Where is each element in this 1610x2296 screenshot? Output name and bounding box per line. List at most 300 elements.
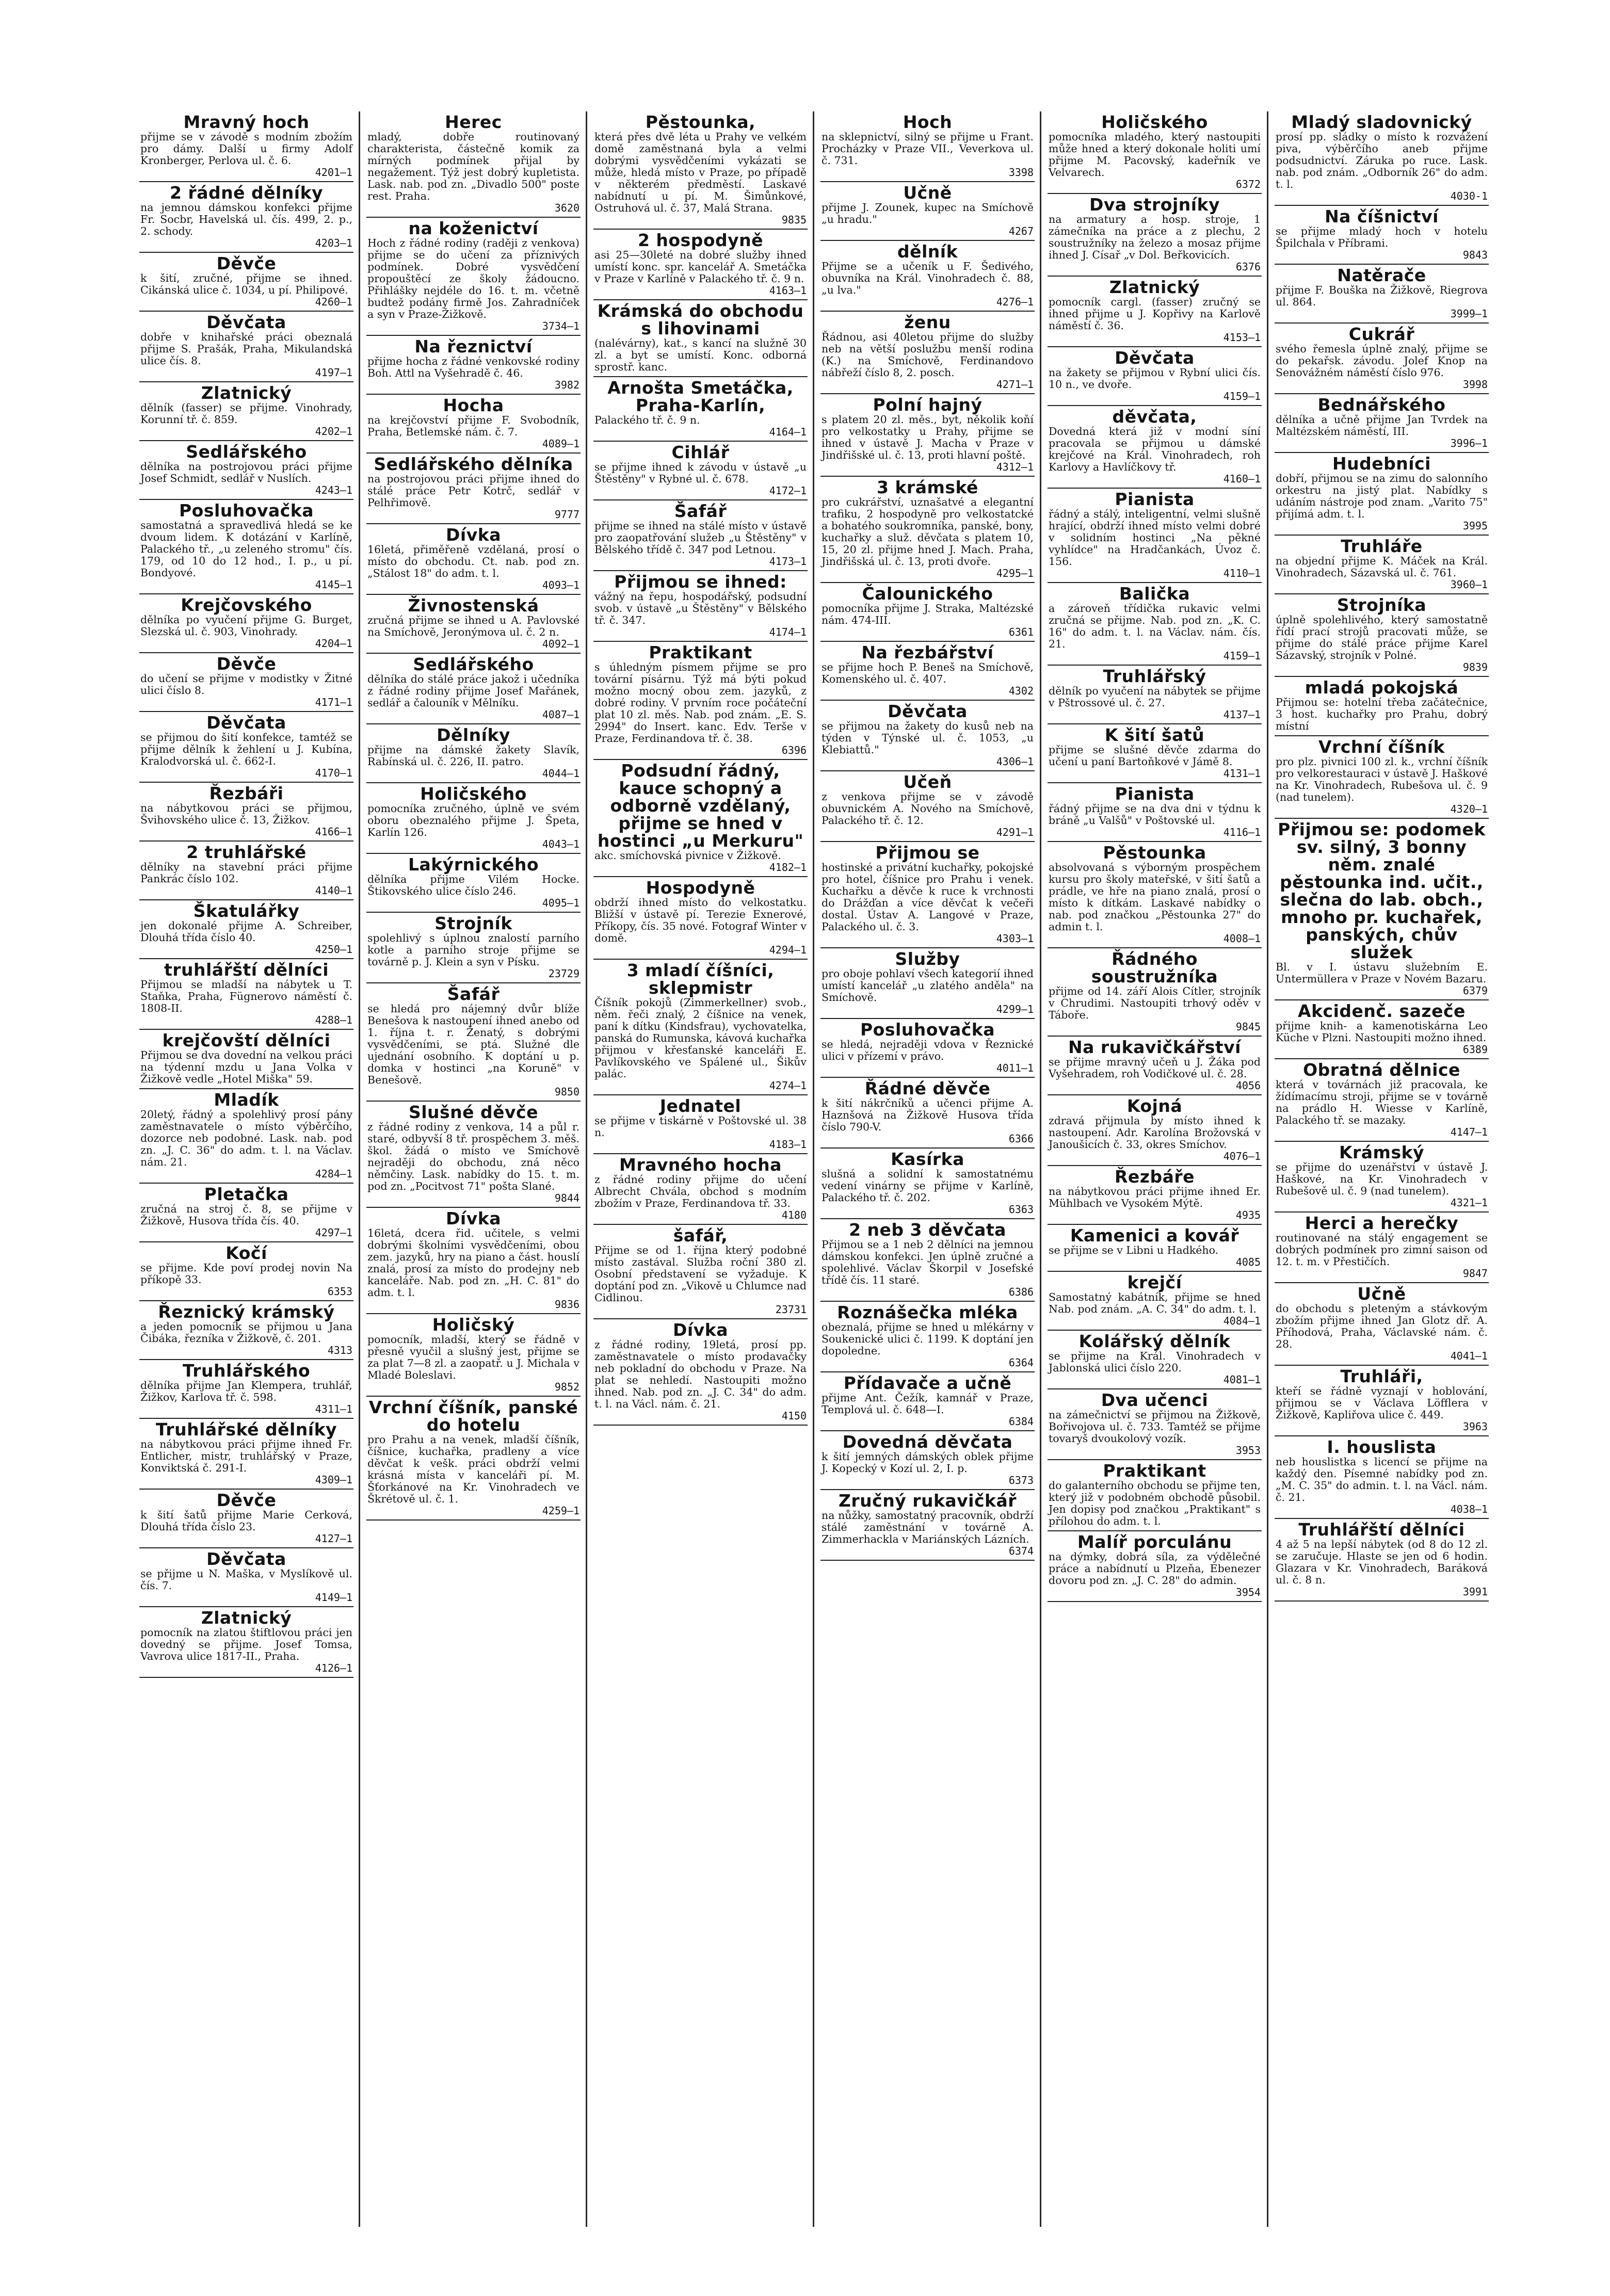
- classified-ad: [1048, 489, 1262, 583]
- ad-text: s platem 20 zl. měs., byt, několik koňí pro velkostatky u Prahy, přijme se ihned v ústavě J. Macha v Praze v Jindřišské ul. č. 13, proti hlavní poště.: [822, 413, 1034, 461]
- ad-heading: Krámská do obchodu s lihovinami: [597, 301, 804, 338]
- ad-code: 4260—1: [315, 296, 352, 308]
- ad-text: zručná přijme se ihned u A. Pavlovské na Smíchově, Jeronýmova ul. č. 2 n.: [367, 614, 579, 638]
- ad-heading: Mravný hoch: [183, 112, 310, 132]
- ad-heading: Hudebníci: [1332, 454, 1431, 474]
- ad-code: 23729: [548, 967, 579, 980]
- column-rule: [1267, 111, 1268, 2227]
- classified-ad: [1048, 1095, 1262, 1166]
- ad-heading: Na řezbářství: [861, 642, 994, 662]
- classified-ad: [820, 1149, 1035, 1219]
- ad-text: na objední přijme K. Máček na Král. Vinohradech, Sázavská ul. č. 761.: [1276, 555, 1488, 579]
- ad-heading: Truhlářští dělníci: [1298, 1519, 1465, 1540]
- ad-code: 4294—1: [769, 944, 807, 956]
- ad-heading: Řádné děvče: [864, 1078, 991, 1098]
- ad-code: 6376: [1235, 261, 1261, 273]
- ad-text: pro cukrářství, uznašatvé a elegantní trafiku, 2 hospodyně pro velkostatcké a bohatého soukromníka, panské, bony, kuchařky a služ. děvčata s platem 10, 15, 20 zl. přijme hned J. Mach. Praha, Jindřišská ul. č. 13, proti dvoře.: [822, 496, 1034, 568]
- classified-ad: [820, 241, 1035, 312]
- ad-text: obeznalá, přijme se hned u mlékárny v Soukenické ulici č. 1199. K doptání jen dopoledne.: [822, 1321, 1034, 1357]
- ad-text: pro Prahu a na venek, mladší číšník, číšnice, kuchařka, pradleny a více děvčat k vešk. práci obdrží velmi krásná místa v kanceláři pí. M. Šťorkánové na Kr. Vinohradech ve Škrétově ul. č. 1.: [367, 1433, 579, 1505]
- ad-text: která v továrnách již pracovala, ke žídímacímu stroji, přijme se v továrně na prádlo H. Wiesse v Karlíně, Palackého tř. se mazaky.: [1276, 1078, 1488, 1126]
- classified-ad: [1275, 536, 1489, 594]
- ad-code: 4044—1: [542, 767, 579, 780]
- ad-text: úplně spolehlivého, který samostatně řídí prací strojů pracovati může, se přijme do stálé práce přijme Karel Sázavský, strojník v Polné.: [1276, 613, 1488, 661]
- column-5: [1048, 111, 1262, 2227]
- ad-text: na zámečnictví se přijmou na Žižkově, Bořivojova ul. č. 733. Tamtéž se přijme tovaryš dvoukolový vozík.: [1049, 1409, 1261, 1445]
- classified-ad: [1275, 111, 1489, 206]
- ad-text: Přijmou se dva dovední na velkou práci na týdenní mzdu u Jana Volka v Žižkově vedle „Hotel Miška" 59.: [140, 1049, 352, 1085]
- ad-text: přijme se slušné děvče zdarma do učení u paní Bartoňkové v Jámě 8.: [1049, 743, 1261, 768]
- ad-text: dělníka na postrojovou práci přijme Josef Schmidt, sedlář v Nuslích.: [140, 460, 352, 484]
- classified-ad: [139, 1301, 353, 1360]
- classified-ad: [366, 654, 581, 724]
- classified-ad: [139, 1089, 353, 1184]
- ad-text: dobří, přijmou se na zimu do salonního orkestru na jistý plat. Nabídky s udáním nástroje pod znam. „Varito 75" přijímá adm. t. l.: [1276, 472, 1488, 520]
- ad-code: 6379: [1462, 984, 1488, 997]
- ad-text: k šití nákrčníků a učenci přijme A. Haznšová na Žižkově Husova třída číslo 790-V.: [822, 1097, 1034, 1133]
- ad-text: přijme od 14. září Alois Cítler, strojník v Chrudimi. Nastoupiti trhový oděv v Táboře.: [1049, 985, 1261, 1021]
- ad-code: 4202—1: [315, 425, 352, 438]
- classified-ad: [139, 653, 353, 712]
- ad-text: z řádné rodiny z venkova, 14 a půl r. staré, odbyvší 8 tř. prospěchem 3. měš. škol. žádá o místo ve Smíchově nejraději do obchodu, zná něco němčiny. Lask. nabídky do 15. t. m. pod zn. „Pocitvost 71" pošta Slané.: [367, 1121, 579, 1192]
- ad-text: na nábytkovou práci přijme ihned Er. Mühlbach ve Vysokém Mýtě.: [1049, 1185, 1261, 1209]
- ad-heading: Kojná: [1126, 1096, 1183, 1116]
- ad-heading: Kolářský dělník: [1078, 1331, 1231, 1351]
- classified-ad: [1275, 394, 1489, 453]
- ad-code: 6374: [1008, 1545, 1034, 1557]
- ad-heading: Praktikant: [649, 642, 752, 662]
- ad-text: pomocníka přijme J. Straka, Maltézské nám. 474-III.: [822, 602, 1034, 626]
- ad-heading: Praktikant: [1103, 1461, 1206, 1481]
- ad-heading: Děvčata: [1115, 348, 1195, 368]
- ad-text: se přijmou do šití konfekce, tamtéž se přijme dělník k žehlení u J. Kubína, Kralodvorská ul. č. 662-I.: [140, 731, 352, 767]
- ad-text: na armatury a hosp. stroje, 1 zámečníka na práce a z plechu, 2 soustružníky na železo a mosaz přijme ihned J. Císař „v Dol. Beřkovicích.: [1049, 213, 1261, 261]
- ad-code: 4321—1: [1450, 1196, 1488, 1209]
- ad-code: 23731: [775, 1303, 807, 1316]
- ad-code: 3398: [1008, 166, 1034, 179]
- ad-heading: dělník: [897, 241, 958, 262]
- ad-heading: Děvčata: [888, 701, 968, 721]
- ad-code: 4288—1: [315, 1014, 352, 1026]
- ad-heading: ženu: [904, 312, 951, 332]
- ad-heading: Krámský: [1339, 1142, 1425, 1162]
- classified-ad: [1275, 1519, 1489, 1602]
- ad-text: k šití, zručné, přijme se ihned. Cikánská ulice č. 1034, u pí. Philipové.: [140, 272, 352, 296]
- column-2: [366, 111, 581, 2227]
- classified-ad: [366, 336, 581, 395]
- ad-text: slušná a solidní k samostatnému vedení vinárny se přijme v Karlíně, Palackého tř. č. 202.: [822, 1168, 1034, 1204]
- classified-ad: [593, 1154, 808, 1225]
- ad-heading: Přijmou se ihned:: [614, 572, 787, 592]
- classified-ad: [366, 1102, 581, 1208]
- ad-text: která přes dvě léta u Prahy ve velkém domě zaměstnaná byla a velmi dobrými vysvědčeními vykázati se může, hledá místo v Praze, po případě v některém předměstí. Laskavé nabídnutí u pí. M. Šimůnkové, Ostruhová ul. č. 37, Malá Strana.: [594, 131, 807, 214]
- ad-heading: Arnošta Smetáčka, Praha-Karlín,: [607, 378, 794, 415]
- ad-heading: Kamenici a kovář: [1070, 1225, 1239, 1246]
- ad-code: 4095—1: [542, 897, 579, 909]
- classified-ad: [593, 111, 808, 230]
- ad-heading: Roznášečka mléka: [837, 1302, 1018, 1322]
- classified-ad: [593, 1095, 808, 1154]
- ad-code: 4041—1: [1450, 1350, 1488, 1362]
- ad-code: 4145—1: [315, 578, 352, 591]
- ad-code: 4159—1: [1223, 390, 1261, 402]
- ad-code: 4126—1: [315, 1662, 352, 1674]
- ad-code: 9844: [554, 1192, 579, 1204]
- ad-text: přijme F. Bouška na Žižkově, Riegrova ul. 864.: [1276, 284, 1488, 308]
- ad-heading: 3 mladí číšníci, sklepmistr: [626, 960, 775, 998]
- ad-code: 4182—1: [769, 861, 807, 874]
- ad-text: absolvovaná s výborným prospěchem kursu pro školy mateřské, v šití šatů a prádle, ve hře na piano znalá, prosí o místo k dítkám. Laskavé nabídky o nab. pod značkou „Pěstounka 27" do admin t. l.: [1049, 861, 1261, 933]
- ad-code: 9836: [554, 1298, 579, 1311]
- classified-ad: [139, 1607, 353, 1678]
- ad-heading: Dovedná děvčata: [842, 1432, 1013, 1452]
- ad-heading: Mravného hocha: [619, 1155, 782, 1175]
- ad-text: přijme se ihned na stálé místo v ústavě pro zaopatřování služeb „u Štěstěny" v Bělského třídě č. 347 pod Letnou.: [594, 520, 807, 556]
- classified-ad: [366, 783, 581, 854]
- ad-heading: Kasírka: [891, 1149, 964, 1169]
- ad-code: 9847: [1462, 1267, 1488, 1280]
- classified-ad: [139, 500, 353, 594]
- ad-code: 3960—1: [1450, 578, 1488, 591]
- classified-ad: [1048, 406, 1262, 489]
- ad-heading: Herec: [445, 112, 502, 132]
- ad-text: zručná na stroj č. 8, se přijme v Žižkově, Husova třída čís. 40.: [140, 1203, 352, 1227]
- classified-ad: [1048, 1225, 1262, 1272]
- ad-heading: Strojníka: [1337, 595, 1427, 615]
- ad-text: 16letá, přiměřeně vzdělaná, prosí o místo do obchodu. Ct. nab. pod zn. „Stálost 18" do adm. t. l.: [367, 543, 579, 579]
- ad-code: 4250—1: [315, 943, 352, 956]
- ad-heading: Podsudní řádný, kauce schopný a odborně vzdělaný, přijme se hned v hostinci „u Merkuru": [597, 761, 804, 851]
- ad-text: Přijme se od 1. října který podobné místo zastával. Služba roční 380 zl. Osobní představení se vyžaduje. K doptání pod zn. „Vikově u Chlumce nad Cidlinou.: [594, 1244, 807, 1304]
- ad-heading: krejčovští dělníci: [162, 1030, 331, 1050]
- column-1: [139, 111, 353, 2227]
- classified-ad: [593, 377, 808, 442]
- ad-heading: na koženictví: [408, 218, 539, 238]
- ad-text: se přijme mravný učeň u J. Žáka pod Vyšehradem, roh Vodičkové ul. č. 28.: [1049, 1056, 1261, 1080]
- classified-ad: [139, 1242, 353, 1301]
- ad-code: 4180: [781, 1209, 807, 1221]
- classified-ad: [139, 783, 353, 842]
- ad-heading: Akcidenč. sazeče: [1298, 1001, 1466, 1021]
- classified-ad: [366, 395, 581, 454]
- ad-heading: Cihlář: [671, 442, 730, 462]
- ad-text: a zároveň třídička rukavic velmi zručná se přijme. Nab. pod zn. „K. C. 16" do adm. t. l. na Václav. nám. čís. 21.: [1049, 602, 1261, 650]
- ad-heading: Pianista: [1115, 784, 1195, 804]
- ad-code: 4160—1: [1223, 473, 1261, 485]
- ad-code: 4056: [1235, 1079, 1261, 1092]
- ad-code: 4320—1: [1450, 803, 1488, 815]
- ad-code: 6353: [327, 1285, 352, 1298]
- classified-ad: [1048, 194, 1262, 277]
- ad-code: 4110—1: [1223, 567, 1261, 579]
- ad-heading: Obratná dělnice: [1303, 1060, 1460, 1080]
- ad-heading: Zlatnický: [1109, 277, 1200, 297]
- ad-heading: Pěstounka,: [645, 112, 756, 132]
- ad-text: kteří se řádně vyznají v hoblování, přijmou se v Václava Löfflera v Žižkově, Kapliřova ulice č. 449.: [1276, 1385, 1488, 1421]
- ad-code: 3995: [1462, 520, 1488, 532]
- ad-heading: šafář,: [673, 1225, 728, 1246]
- ad-code: 4011—1: [996, 1062, 1034, 1074]
- ad-code: 9852: [554, 1381, 579, 1393]
- column-rule: [359, 111, 360, 2227]
- ad-text: Bl. v I. ústavu služebním E. Untermüllera v Praze v Novém Bazaru.: [1276, 961, 1488, 985]
- ad-text: Hoch z řádné rodiny (raději z venkova) přijme se do učení za příznivých podmínek. Dobré vysvědčení propouštěcí ze školy žádoucno. Přihlášky nejdéle do 16. t. m. včetně budtež podány firmě Jos. Zahradníček a syn v Praze-Žižkově.: [367, 237, 579, 320]
- ad-code: 4271—1: [996, 378, 1034, 391]
- ad-heading: Čalounického: [862, 584, 993, 604]
- ad-text: na postrojovou práci přijme ihned do stálé práce Petr Kotrč, sedlář v Pelhřimově.: [367, 473, 579, 509]
- ad-code: 6363: [1008, 1203, 1034, 1216]
- ad-code: 4093—1: [542, 579, 579, 591]
- classified-ad: [366, 218, 581, 336]
- classified-ad: [593, 500, 808, 571]
- ad-text: dělníka přijme Jan Klempera, truhlář, Žižkov, Karlova tř. č. 598.: [140, 1379, 352, 1403]
- classified-ad: [1275, 265, 1489, 324]
- ad-code: 4276—1: [996, 296, 1034, 308]
- ad-code: 4309—1: [315, 1474, 352, 1486]
- ad-code: 9850: [554, 1086, 579, 1098]
- ad-code: 6373: [1008, 1474, 1034, 1486]
- classified-ad: [1275, 1283, 1489, 1366]
- classified-ad: [593, 442, 808, 500]
- ad-heading: Řeznický krámský: [158, 1302, 335, 1322]
- ad-heading: Na rukavičkářství: [1068, 1037, 1241, 1057]
- classified-ad: [1275, 324, 1489, 394]
- ad-code: 3953: [1235, 1444, 1261, 1457]
- ad-text: dělníky na stavební práci přijme Pankrác číslo 102.: [140, 861, 352, 885]
- column-rule: [586, 111, 587, 2227]
- ad-heading: Řezbáře: [1114, 1167, 1195, 1187]
- ad-heading: Děvčata: [206, 1549, 286, 1569]
- ad-text: pomocník na zlatou štiftlovou práci jen dovedný se přijme. Josef Tomsa, Vavrova ulice 1817-II., Praha.: [140, 1626, 352, 1662]
- ad-text: se přijme mladý hoch v hotelu Špilchala v Příbrami.: [1276, 225, 1488, 249]
- ad-text: Řádnou, asi 40letou přijme do služby neb na větší poslužbu menší rodina (K.) na Smíchově, Ferdinandovo nábřeží číslo 8, 2. posch.: [822, 331, 1034, 379]
- ad-heading: Na řeznictví: [414, 336, 533, 357]
- ad-text: z řádné rodiny, 19letá, prosí pp. zaměstnavatele o místo prodavačky neb pokladní do obchodu v Praze. Na plat se nehledí. Nastoupiti možno ihned. Nab. pod zn. „J. C. 34" do adm. t. l. na Václ. nám. č. 21.: [594, 1338, 807, 1410]
- ad-code: 4147—1: [1450, 1126, 1488, 1138]
- ad-code: 4267: [1008, 225, 1034, 237]
- ad-text: Číšník pokojů (Zimmerkellner) svob., něm. řeči znalý, 2 číšnice na venek, paní k dítku (Kindsfrau), vychovatelka, panská do Rumunska, kávová kuchařka přijmou v křesťanské kanceláři E. Pavlíkovského ve Spálené ul., Šikův palác.: [594, 996, 807, 1080]
- classified-ad: [1048, 1331, 1262, 1389]
- ad-text: se přijme se v Libni u Hadkého.: [1049, 1244, 1219, 1256]
- ad-code: 3982: [554, 379, 579, 391]
- ad-text: akc. smíchovská pivnice v Žižkově.: [594, 849, 781, 862]
- ad-heading: Kočí: [226, 1243, 267, 1263]
- classified-ad: [1275, 453, 1489, 536]
- ad-code: 4935: [1235, 1209, 1261, 1221]
- ad-heading: Truhlářský: [1103, 666, 1206, 686]
- ad-code: 9777: [554, 508, 579, 521]
- classified-ad: [139, 900, 353, 959]
- ad-text: pro oboje pohlaví všech kategorií ihned umístí kancelář „u zlatého anděla" na Smíchově.: [822, 967, 1034, 1004]
- ad-heading: 2 truhlářské: [186, 842, 307, 862]
- ad-heading: Učně: [903, 183, 952, 203]
- ad-text: se hledá pro nájemný dvůr blíže Benešova k nastoupení ihned anebo od 1. října t. r. Ženatý, s dobrými vysvědčeními, se ptá. Služné dle ujednání osobního. K doptání u p. domka v hostinci „na Koruně" v Benešově.: [367, 1003, 579, 1086]
- classified-ad: [139, 1030, 353, 1089]
- ad-text: se přijme do uzenářství v ústavě J. Haškové, na Kr. Vinohradech v Rubešově ul. č. 9 (nad tunelem).: [1276, 1161, 1488, 1197]
- classified-ad: [366, 111, 581, 218]
- ad-heading: I. houslista: [1327, 1437, 1437, 1457]
- ad-code: 4291—1: [996, 826, 1034, 838]
- ad-text: na krejčovství přijme F. Svobodník, Praha, Betlemské nám. č. 7.: [367, 414, 579, 438]
- ad-code: 4008—1: [1223, 932, 1261, 945]
- ad-code: 4170—1: [315, 767, 352, 779]
- ad-heading: Zlatnický: [201, 383, 292, 403]
- ad-heading: Strojník: [434, 913, 512, 933]
- ad-text: na nůžky, samostatný pracovník, obdrží stálé zaměstnání v továrně A. Zimmerhackla v Mariánských Lázních.: [822, 1509, 1034, 1545]
- column-3: [593, 111, 808, 2227]
- classified-ad: [139, 441, 353, 500]
- classified-ad: [139, 1184, 353, 1242]
- ad-code: 4089—1: [542, 438, 579, 450]
- ad-heading: Slušné děvče: [408, 1102, 539, 1122]
- ad-code: 9845: [1235, 1021, 1261, 1033]
- classified-ad: [820, 1372, 1035, 1431]
- ad-code: 3991: [1462, 1586, 1488, 1598]
- ad-text: přijme knih- a kamenotiskárna Leo Küche v Plzni. Nastoupiti možno ihned.: [1276, 1020, 1488, 1044]
- ad-text: samostatná a spravedlivá hledá se ke dvoum lidem. K dotázání v Karlíně, Palackého tř., „u zeleného stromu" čís. 179, od 10 do 12 hod., I. p., u pí. Bondyové.: [140, 519, 352, 579]
- classified-ad: [820, 771, 1035, 842]
- ad-text: mladý, dobře routinovaný charakterista, částečně komik za mírných podmínek přijal by negažement. Týž jest dobrý kupletista. Lask. nab. pod zn. „Divadlo 500" poste rest. Praha.: [367, 131, 579, 202]
- ad-code: 4038—1: [1450, 1503, 1488, 1515]
- classified-ad: [1048, 1531, 1262, 1602]
- ad-code: 4302: [1008, 685, 1034, 697]
- classified-ad: [366, 983, 581, 1102]
- ad-code: 4183—1: [769, 1138, 807, 1151]
- ad-code: 4306—1: [996, 755, 1034, 768]
- ad-text: s úhledným písmem přijme se pro tovární písárnu. Týž má býti pokud možno mocný obou zem. jazyků, z dobré rodiny. V prvním roce počáteční plat 10 zl. měs. Nab. pod znám. „E. S. 2994" do Insert. kanc. Edv. Terše v Praze, Ferdinandova tř. č. 38.: [594, 661, 807, 745]
- ad-heading: Pianista: [1115, 489, 1195, 509]
- ad-heading: Malíř porculánu: [1077, 1532, 1232, 1552]
- ad-code: 4166—1: [315, 826, 352, 838]
- ad-heading: Na číšnictví: [1325, 206, 1439, 227]
- classified-ad: [820, 583, 1035, 642]
- ad-code: 3996—1: [1450, 437, 1488, 449]
- classified-ad: [1048, 666, 1262, 724]
- ad-code: 4127—1: [315, 1532, 352, 1545]
- classified-ad: [1275, 1142, 1489, 1212]
- ad-heading: Cukrář: [1348, 324, 1415, 344]
- ad-heading: Posluhovačka: [179, 500, 314, 521]
- ad-heading: Šafář: [447, 984, 500, 1004]
- classified-ad: [820, 701, 1035, 771]
- ad-text: dělníka do stálé práce jakož i učedníka z řádné rodiny přijme Josef Mařánek, sedlář a čalouník v Mělníku.: [367, 673, 579, 709]
- ad-text: spolehlivý s úplnou znalostí parního kotle a parního stroje přijme se továrně p. J. Klein a syn v Písku.: [367, 932, 579, 968]
- ad-text: řádný a stálý, inteligentní, velmi slušně hrající, obdrží ihned místo velmi dobré v solidním hostinci „Na pěkné vyhlídce" na Hradčankách, Úvoz č. 156.: [1049, 508, 1261, 568]
- ad-heading: Jednatel: [659, 1096, 742, 1116]
- classified-ad: [1048, 1272, 1262, 1331]
- classified-ad: [1048, 347, 1262, 406]
- ad-code: 4043—1: [542, 838, 579, 850]
- classified-ad: [1048, 948, 1262, 1037]
- ad-text: routinované na stálý engagement se dobrých podmínek pro zimní saison od 12. t. m. v Přestičích.: [1276, 1232, 1488, 1268]
- ad-code: 6384: [1008, 1415, 1034, 1428]
- ad-text: z řádné rodiny přijme do učení Albrecht Chvála, obchod s modním zbožím v Praze, Ferdinandova tř. 33.: [594, 1173, 807, 1209]
- classified-ad: [820, 1219, 1035, 1302]
- ad-code: 9843: [1462, 249, 1488, 261]
- ad-text: přijme J. Zounek, kupec na Smíchově „u hradu.": [822, 201, 1034, 225]
- ad-code: 3620: [554, 202, 579, 214]
- ad-code: 4313: [327, 1344, 352, 1356]
- ad-heading: Herci a herečky: [1305, 1213, 1459, 1233]
- ad-heading: Služby: [895, 949, 960, 969]
- ad-heading: Učeň: [903, 772, 952, 792]
- ad-heading: 2 neb 3 děvčata: [849, 1220, 1006, 1240]
- ad-code: 4201—1: [315, 166, 352, 179]
- ad-text: do učení se přijme v modistky v Žitné ulici číslo 8.: [140, 672, 352, 697]
- classified-ad: [1048, 724, 1262, 783]
- ad-text: na dýmky, dobrá síla, za výdělečné práce a nabídnutí u Plzeňa, Ebenezer dovoru pod zn. „J. C. 28" do admin.: [1049, 1550, 1261, 1587]
- ad-code: 4140—1: [315, 884, 352, 897]
- classified-ad: [593, 1319, 808, 1426]
- ad-heading: Truhlářské dělníky: [155, 1419, 337, 1440]
- ad-text: se přijme v tiskárně v Poštovské ul. 38 n.: [594, 1114, 807, 1139]
- classified-ad: [1048, 1460, 1262, 1531]
- classified-ad: [820, 1078, 1035, 1149]
- classified-ad: [593, 1225, 808, 1319]
- ad-code: 4164—1: [769, 426, 807, 438]
- ad-heading: Holičského: [420, 784, 527, 804]
- classified-ad: [820, 842, 1035, 948]
- classified-ad: [366, 1314, 581, 1397]
- ad-code: 9839: [1462, 661, 1488, 673]
- ad-text: hostinské a privátní kuchařky, pokojské pro hotel, číšnice pro Prahu i venek. Kuchařku a děvče k ruce k vrchnosti do Drážďan a více děvčat k večeři dostal. Ústav A. Langové v Praze, Palackého ul. č. 3.: [822, 861, 1034, 933]
- ad-code: 4259—1: [542, 1505, 579, 1517]
- classified-ad: [139, 1548, 353, 1607]
- ad-text: k šití šatů přijme Marie Cerková, Dlouhá třída číslo 23.: [140, 1509, 352, 1533]
- classified-ad: [366, 1208, 581, 1314]
- ad-text: pomocníka zručného, úplně ve svém oboru obeznalého přijme J. Špeta, Karlín 126.: [367, 802, 579, 838]
- ad-heading: Živnostenská: [408, 595, 539, 616]
- classified-ad: [1048, 1166, 1262, 1225]
- ad-text: (nalévárny), kat., s kancí na služně 30 zl. a byt se umístí. Konc. odborná sprostř. kanc.: [594, 337, 807, 373]
- classified-ad: [593, 760, 808, 877]
- ad-heading: Balička: [1119, 584, 1190, 604]
- ad-heading: Děvče: [216, 654, 277, 674]
- ad-text: přijme na dámské žakety Slavík, Rabínská ul. č. 226, II. patro.: [367, 743, 579, 768]
- ad-heading: Řádného soustružníka: [1091, 949, 1218, 987]
- ad-code: 4297—1: [315, 1226, 352, 1239]
- ad-heading: Bednářského: [1317, 395, 1446, 415]
- classified-ad: [139, 382, 353, 441]
- ad-text: se přijmou na žakety do kusů neb na týden v Týnské ul. č. 1053, „u Klebiattů.": [822, 720, 1034, 756]
- ad-code: 3998: [1462, 378, 1488, 391]
- classified-ad: [1275, 1436, 1489, 1519]
- classified-ad: [593, 571, 808, 642]
- classified-ad: [1275, 594, 1489, 677]
- newspaper-page: [139, 111, 1488, 2227]
- classified-ad: [820, 111, 1035, 182]
- ad-heading: Vrchní číšník: [1318, 737, 1445, 757]
- ad-code: 4131—1: [1223, 767, 1261, 780]
- ad-text: dělníka po vyučení přijme G. Burget, Slezská ul. č. 903, Vinohrady.: [140, 613, 352, 638]
- ad-code: 6372: [1235, 178, 1261, 190]
- ad-code: 4084—1: [1223, 1315, 1261, 1327]
- ad-text: řádný přijme se na dva dni v týdnu k bráně „u Valšů" v Poštovské ul.: [1049, 802, 1261, 827]
- classified-ad: [1048, 1037, 1262, 1095]
- ad-text: vážný na řepu, hospodářský, podsudní svob. v ústavě „u Štěstěny" v Bělského tř. č. 347.: [594, 590, 807, 626]
- ad-code: 6361: [1008, 626, 1034, 638]
- classified-ad: [820, 948, 1035, 1019]
- ad-text: k šití jemných dámských oblek přijme J. Kopecký v Kozí ul. 2, I. p.: [822, 1450, 1034, 1475]
- ad-heading: Dívka: [673, 1320, 728, 1340]
- ad-heading: Hoch: [903, 112, 953, 132]
- ad-text: 16letá, dcera řid. učitele, s velmi dobrými školními vysvědčeními, obou zem. jazyků, hry na piano a část. houslí znalá, prosí za místo do prodejny neb kanceláře. Nab. pod zn. „H. C. 81" do adm. t. l.: [367, 1227, 579, 1299]
- classified-ad: [820, 642, 1035, 701]
- classified-ad: [1275, 1366, 1489, 1436]
- ad-heading: Truhláře: [1341, 536, 1423, 556]
- ad-heading: Mladý sladovnický: [1291, 112, 1472, 132]
- ad-code: 4284—1: [315, 1168, 352, 1180]
